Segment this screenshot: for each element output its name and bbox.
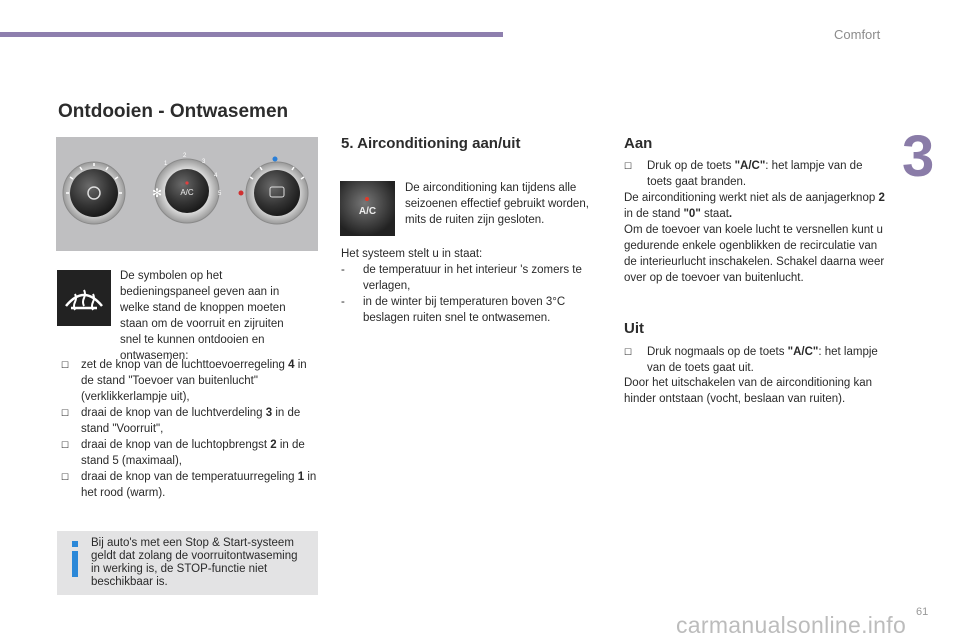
ac-button-icon	[340, 181, 395, 236]
svg-text:3: 3	[202, 159, 206, 165]
rear-defrost-icon	[57, 270, 111, 326]
list-item: ☐ draai de knop van de luchtopbrengst 2 in de stand 5 (maximaal),	[61, 439, 305, 467]
bullet-marker-icon: ☐	[61, 360, 70, 370]
control-panel-knobs-icon	[56, 137, 318, 251]
ac-intro-text: De airconditioning kan tijdens alle seizoenen effectief gebruikt worden, mits de ruiten zijn gesloten.	[405, 182, 589, 226]
uit-bullet-list	[624, 344, 886, 376]
list-item: ☐ zet de knop van de luchttoevoerregeling 4 in de stand "Toevoer van buitenlucht" (verklikkerlampje uit),	[61, 359, 307, 403]
header-accent-bar	[0, 32, 503, 37]
ac-button-label: A/C	[358, 206, 377, 217]
aan-bullet-list	[624, 158, 886, 190]
info-note-box	[57, 531, 318, 595]
chapter-number: 3	[902, 124, 935, 189]
info-note-text: Bij auto's met een Stop & Start-systeem geldt dat zolang de voorruitontwaseming in werking is, de STOP-functie niet beschikbaar is.	[91, 537, 298, 588]
aan-paragraph: De airconditioning werkt niet als de aanjagerknop 2 in de stand "0" staat. Om de toevoer van koele lucht te versnellen kunt u gedurende enkele ogenblikken de recirculatie van de interieurlucht inschakelen. Schakel daarna weer over op de toevoer van buitenlucht.	[624, 192, 885, 284]
list-item: ☐ Druk nogmaals op de toets "A/C": het lampje van de toets gaat uit.	[624, 346, 878, 374]
page-title: Ontdooien - Ontwasemen	[58, 101, 289, 122]
aan-heading: Aan	[624, 135, 653, 152]
bullet-marker-icon: ☐	[624, 347, 633, 357]
left-intro-text: De symbolen op het bedieningspaneel geven aan in welke stand de knoppen moeten staan om de voorruit en zijruiten snel te kunnen ontdooien en ontwasemen:	[120, 270, 286, 362]
list-item: ☐ Druk op de toets "A/C": het lampje van de toets gaat branden.	[624, 160, 863, 188]
control-panel-illustration	[56, 137, 318, 251]
page-number: 61	[916, 606, 929, 618]
svg-text:2: 2	[183, 153, 187, 159]
system-intro-text: Het systeem stelt u in staat:	[341, 248, 483, 260]
list-item: ☐ draai de knop van de luchtverdeling 3 in de stand "Voorruit",	[61, 407, 301, 435]
ac-section-heading: 5. Airconditioning aan/uit	[341, 135, 521, 152]
system-dash-list	[341, 262, 606, 326]
svg-text:A/C: A/C	[180, 188, 194, 197]
svg-text:1: 1	[164, 161, 168, 167]
bullet-marker-icon: ☐	[61, 440, 70, 450]
left-bullet-list	[61, 357, 319, 501]
list-item: - de temperatuur in het interieur 's zomers te verlagen,	[341, 264, 582, 292]
section-name: Comfort	[834, 27, 881, 42]
uit-paragraph: Door het uitschakelen van de airconditioning kan hinder ontstaan (vocht, beslaan van ruiten).	[624, 377, 873, 405]
info-icon	[69, 541, 81, 581]
bullet-marker-icon: ☐	[61, 472, 70, 482]
uit-heading: Uit	[624, 320, 644, 337]
watermark: carmanualsonline.info	[676, 612, 907, 638]
list-item: ☐ draai de knop van de temperatuurregeling 1 in het rood (warm).	[61, 471, 317, 499]
svg-text:4: 4	[214, 173, 218, 179]
bullet-marker-icon: ☐	[61, 408, 70, 418]
svg-text:5: 5	[218, 191, 222, 197]
svg-text:✻: ✻	[152, 186, 163, 200]
bullet-marker-icon: ☐	[624, 161, 633, 171]
list-item: - in de winter bij temperaturen boven 3°C beslagen ruiten snel te ontwasemen.	[341, 296, 566, 324]
